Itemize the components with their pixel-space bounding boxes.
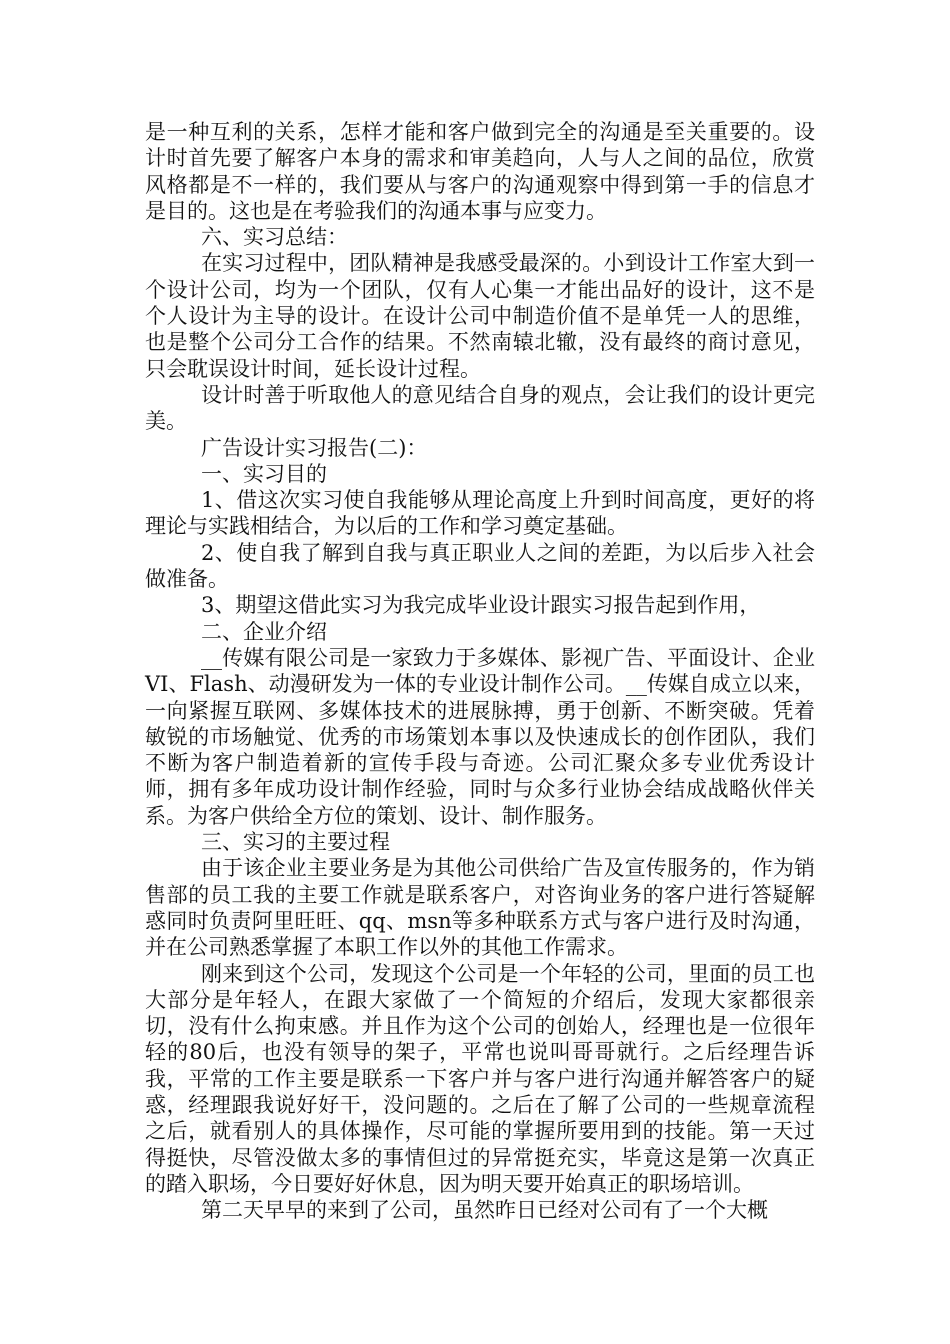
document-body <box>145 119 815 1223</box>
paragraph: 刚来到这个公司，发现这个公司是一个年轻的公司，里面的员工也大部分是年轻人，在跟大家做了一个简短的介绍后，发现大家都很亲切，没有什么拘束感。并且作为这个公司的创始人，经理也是一位很年轻的80后，也没有领导的架子，平常也说叫哥哥就行。之后经理告诉我，平常的工作主要是联系一下客户并与客户进行沟通并解答客户的疑惑，经理跟我说好好干，没问题的。之后在了解了公司的一些规章流程之后，就看别人的具体操作，尽可能的掌握所要用到的技能。第一天过得挺快，尽管没做太多的事情但过的异常挺充实，毕竟这是第一次真正的踏入职场，今日要好好休息，因为明天要开始真正的职场培训。 <box>145 961 815 1196</box>
section-heading-process: 三、实习的主要过程 <box>201 830 390 855</box>
paragraph: 由于该企业主要业务是为其他公司供给广告及宣传服务的，作为销售部的员工我的主要工作就是联系客户，对咨询业务的客户进行答疑解惑同时负责阿里旺旺、qq、msn等多种联系方式与客户进行及时沟通，并在公司熟悉掌握了本职工作以外的其他工作需求。 <box>145 856 815 960</box>
paragraph: 在实习过程中，团队精神是我感受最深的。小到设计工作室大到一个设计公司，均为一个团队，仅有人心集一才能出品好的设计，这不是个人设计为主导的设计。在设计公司中制造价值不是单凭一人的思维，也是整个公司分工合作的结果。不然南辕北辙，没有最终的商讨意见，只会耽误设计时间，延长设计过程。 <box>145 251 815 381</box>
paragraph: 是一种互利的关系，怎样才能和客户做到完全的沟通是至关重要的。设计时首先要了解客户本身的需求和审美趋向，人与人之间的品位，欣赏风格都是不一样的，我们要从与客户的沟通观察中得到第一手的信息才是目的。这也是在考验我们的沟通本事与应变力。 <box>145 120 815 223</box>
report-title: 广告设计实习报告(二)： <box>201 435 428 460</box>
paragraph: 第二天早早的来到了公司，虽然昨日已经对公司有了一个大概 <box>201 1198 768 1223</box>
section-heading-company: 二、企业介绍 <box>201 619 327 644</box>
list-item: 1、借这次实习使自我能够从理论高度上升到时间高度，更好的将理论与实践相结合，为以后的工作和学习奠定基础。 <box>145 488 815 539</box>
paragraph: __传媒有限公司是一家致力于多媒体、影视广告、平面设计、企业VI、Flash、动漫研发为一体的专业设计制作公司。__传媒自成立以来，一向紧握互联网、多媒体技术的进展脉搏，勇于创新、不断突破。凭着敏锐的市场触觉、优秀的市场策划本事以及快速成长的创作团队，我们不断为客户制造着新的宣传手段与奇迹。公司汇聚众多专业优秀设计师，拥有多年成功设计制作经验，同时与众多行业协会结成战略伙伴关系。为客户供给全方位的策划、设计、制作服务。 <box>145 645 815 828</box>
list-item: 3、期望这借此实习为我完成毕业设计跟实习报告起到作用， <box>201 593 761 618</box>
paragraph: 设计时善于听取他人的意见结合自身的观点，会让我们的设计更完美。 <box>145 382 815 434</box>
section-heading-summary: 六、实习总结： <box>201 225 348 250</box>
list-item: 2、使自我了解到自我与真正职业人之间的差距，为以后步入社会做准备。 <box>145 540 815 592</box>
section-heading-purpose: 一、实习目的 <box>201 461 327 486</box>
